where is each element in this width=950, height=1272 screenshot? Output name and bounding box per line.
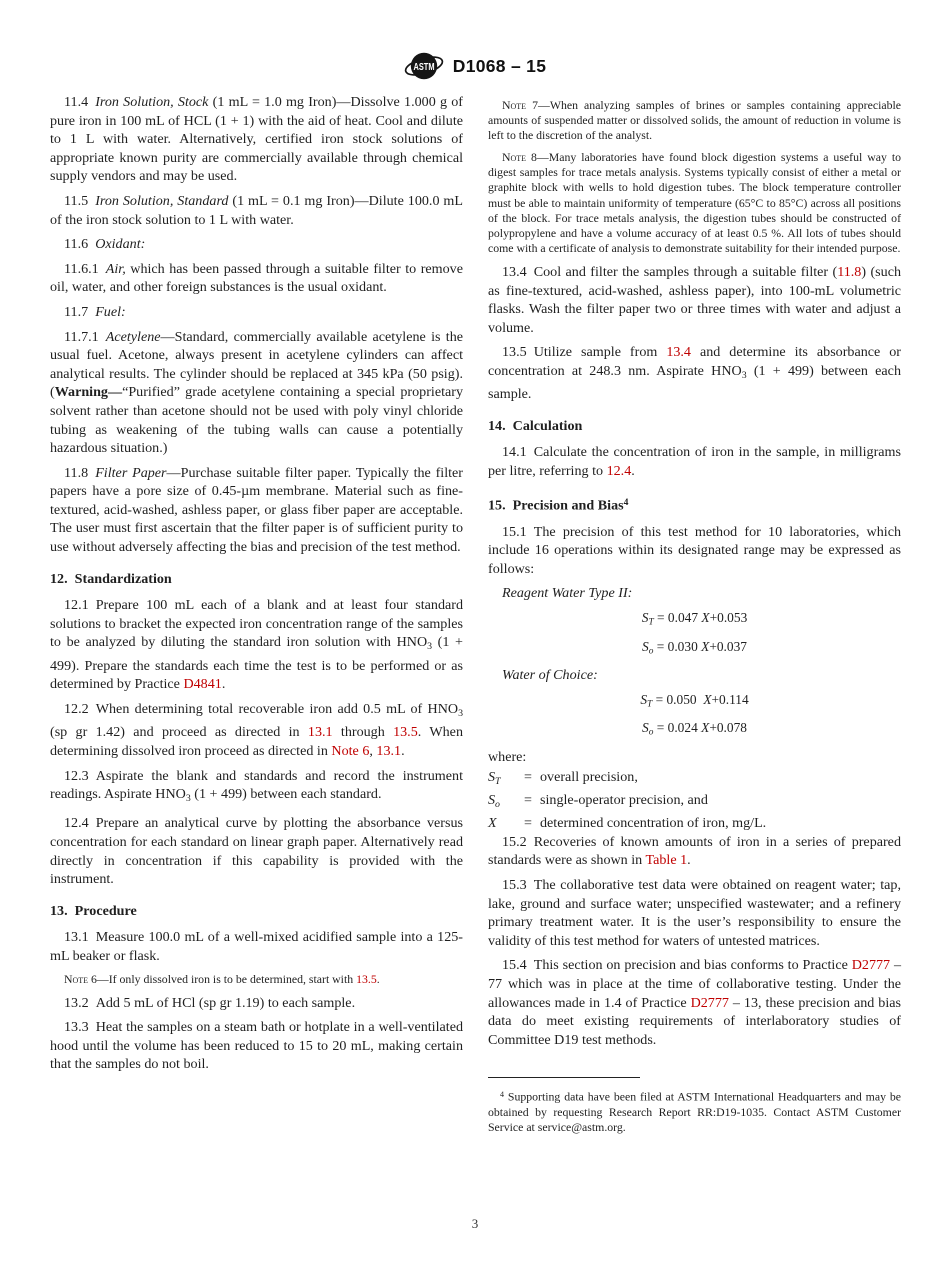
para-11-6-1 [50,260,463,297]
text-run: 12.3 Aspirate the blank and standards and record the instrument readings. Aspirate HNO [50,767,463,803]
astm-logo-icon [404,46,444,86]
para-12-1 [50,596,463,694]
footnote-4 [488,1087,901,1135]
text-run: 6—If only dissolved iron is to be determined, start with [88,971,357,986]
ref-link-11-8[interactable]: 11.8 [837,263,862,280]
text-run: and determine its absorbance or concentration at 248.3 nm. Aspirate HNO [488,344,901,379]
text-run: = 0.024 [653,720,702,736]
lead-reagent-water-type-ii [488,584,901,603]
text-run: Water of Choice: [502,667,598,684]
text-run: 11.4 [64,94,96,110]
text-run: S [640,691,648,707]
text-run: 12.4 Prepare an analytical curve by plotting the absorbance versus concentration for each standard on linear graph paper. Alternatively read directly in concentration if this capability is provided with the instrument. [50,815,463,888]
ref-link-table-1[interactable]: Table 1 [645,852,688,869]
para-14-1 [488,443,901,480]
right-column [488,93,901,1135]
text-run: S [488,791,496,808]
definition-text [540,814,901,833]
text-run: 11.6.1 [64,260,106,277]
para-13-1 [50,928,463,965]
definition-term [488,768,516,791]
text-run: o [648,646,654,657]
text-run: . [221,676,226,693]
text-run: X [701,638,710,654]
text-run: o [648,728,654,738]
equals-sign: = [524,791,532,808]
footnote-rule [488,1077,640,1078]
text-run: Note [64,971,89,986]
ref-link-13-5[interactable]: 13.5 [356,971,377,986]
left-column [50,93,463,1135]
definition-term [488,791,516,814]
text-run: . When determining dissolved iron proceed as directed in [50,724,463,759]
text-run: Note [502,150,527,165]
text-run: 3 [427,641,433,653]
para-11-6 [50,235,463,254]
text-run: (1 mL = 0.1 mg Iron)—Dilute 100.0 mL of the iron stock solution to 1 L with water. [50,192,463,228]
text-run: Supporting data have been filed at ASTM International Headquarters and may be obtained by requesting Research Report RR:D19-1035. Contact ASTM Customer Service at service@astm.org. [488,1090,901,1135]
text-run: 15.2 Recoveries of known amounts of iron in a series of prepared standards were as shown in [488,833,901,869]
para-13-4 [488,263,901,337]
definition-term [488,814,516,833]
text-run: which has been passed through a suitable filter to remove oil, water, and other foreign substances is the usual oxidant. [50,260,463,296]
text-run: 12.2 When determining total recoverable iron add 0.5 mL of HNO [64,700,459,717]
definition-so [488,791,901,814]
equation-st-choice [488,691,901,714]
text-run: X [488,815,497,832]
para-15-1 [488,523,901,579]
ref-link-note-6[interactable]: Note 6 [331,742,370,759]
text-run: where: [488,749,527,765]
text-run: Reagent Water Type II: [502,585,633,602]
text-run: —Standard, commercially available acetylene is the usual fuel. Acetone, always present in acetylene cylinders can affect analytical results. The cylinder should be replaced at 345 kPa (50 psig). ( [50,328,463,401]
text-run: through [332,724,394,741]
text-run: 13.3 Heat the samples on a steam bath or hotplate in a well-ventilated hood until the volume has been reduced to 15 to 20 mL, making certain that the samples do not boil. [50,1019,463,1073]
ref-link-d2777[interactable]: D2777 [690,994,729,1011]
lead-water-of-choice [488,666,901,685]
text-run: (1 mL = 1.0 mg Iron)—Dissolve 1.000 g of pure iron in 100 mL of HCL (1 + 1) with the aid of heat. Cool and dilute to 1 L with water. Alternatively, certified iron stock solutions of appropriate known purity are commercially available through chemical supply vendors and may be used. [50,94,464,185]
text-run: 13.5 Utilize sample from [502,344,667,361]
text-run: (1 + 499) between each standard. [190,786,382,803]
equation-st-reagent [488,609,901,632]
ref-link-13-1[interactable]: 13.1 [307,724,333,741]
text-run: S [642,638,649,654]
document-code: D1068 – 15 [452,55,547,76]
ref-link-12-4[interactable]: 12.4 [606,463,632,480]
text-run: . [401,742,405,759]
para-13-3 [50,1018,463,1074]
text-run: T [495,775,501,787]
where-label [488,748,901,767]
para-13-5 [488,343,901,404]
equation-so-choice [488,719,901,742]
heading-13-procedure [50,902,463,921]
text-run: +0.114 [711,691,749,707]
text-run: 13.2 Add 5 mL of HCl (sp gr 1.19) to each sample. [64,994,356,1011]
text-run: +0.037 [709,638,747,654]
para-11-4 [50,93,463,186]
text-run: Filter Paper [95,464,167,481]
text-run: 3 [458,707,463,719]
text-run: 4 [500,1090,505,1100]
text-run: 11.8 [64,464,96,481]
text-run: ) (such as fine-textured, acid-washed, ashless paper), into 100-mL volumetric flasks. Wash the filter paper two or three times with water and adjust a volume. [488,263,901,336]
text-run: overall precision, [540,768,638,785]
para-12-4 [50,814,463,888]
heading-12-standardization [50,570,463,589]
text-run: (1 + 499) between each sample. [488,362,901,403]
text-run: Air, [105,260,126,277]
text-run: , [369,742,377,759]
text-run: Warning— [54,384,123,401]
para-12-2 [50,700,463,761]
para-11-8 [50,464,463,557]
text-run: determined concentration of iron, mg/L. [540,815,767,832]
para-13-2 [50,994,463,1013]
text-run: = 0.050 [652,691,704,707]
text-run: o [495,798,500,810]
equation-so-reagent [488,638,901,661]
text-run: 7—When analyzing samples of brines or samples containing appreciable amounts of suspended matter or dissolved solids, the amount of reduction in volume is left to the discretion of the analyst. [488,98,901,143]
text-run: S [642,720,649,736]
ref-link-13-1[interactable]: 13.1 [376,742,402,759]
text-run: 14. Calculation [488,417,583,434]
para-15-4 [488,956,901,1049]
heading-15-precision-and-bias [488,494,901,515]
text-run: = 0.030 [653,638,702,654]
text-run: 11.7.1 [64,328,106,345]
text-run: 8—Many laboratories have found block digestion systems a useful way to digest samples for trace metals analysis. Systems typically consist of either a metal or graphite block with wells to hold digestion tubes. The block temperature controller must be able to maintain uniformity of temperature (65°C to 85°C) across all positions of the block. For trace metals analysis, the digestion tubes should be constructed of polypropylene and have a volume accuracy of at least 0.5 %. All lots of tubes should come with a certificate of analysis to demonstrate suitability for their intended purpose. [488,150,901,255]
note-8 [488,150,901,256]
text-run: —Purchase suitable filter paper. Typically the filter papers have a pore size of 0.45-µm membrane. Material such as fine-textured, acid-washed, ashless paper, or glass fiber paper are acceptable. The user must first ascertain that the filter paper is of sufficient purity to use without adversely affecting the bias and precision of the test method. [50,464,463,556]
svg-text:ASTM: ASTM [413,61,435,74]
para-15-2 [488,833,901,870]
two-column-body [50,93,902,1135]
text-run: 13. Procedure [50,902,137,919]
text-run: 14.1 Calculate the concentration of iron in the sample, in milligrams per litre, referring to [488,444,901,480]
page-header [0,46,950,86]
text-run: . [631,463,635,480]
page-number: 3 [471,1216,479,1231]
heading-14-calculation [488,417,901,436]
text-run: S [488,768,496,785]
text-run: Note [502,98,527,112]
text-run: . [376,971,380,986]
text-run: T [648,617,654,628]
para-11-7-1 [50,328,463,458]
text-run: X [703,691,712,707]
text-run: . [687,852,691,869]
text-run: (sp gr 1.42) and proceed as directed in [50,724,308,741]
text-run: – 77 which was in place at the time of collaborative testing. Under the allowances made in 1.4 of Practice [488,957,901,1011]
text-run: +0.053 [709,609,748,625]
text-run: – 13, these precision and bias data do meet existing requirements of interlaboratory studies of Committee D19 test methods. [488,994,901,1048]
definition-st [488,768,901,791]
text-run: 15.1 The precision of this test method for 10 laboratories, which include 16 operations within its designated range may be expressed as follows: [488,523,901,577]
para-15-3 [488,876,901,950]
text-run: S [641,609,649,625]
text-run: 15.4 This section on precision and bias conforms to Practice [502,957,852,974]
text-run: 11.7 [64,303,96,320]
text-run: T [647,699,653,710]
definition-text [540,768,901,791]
text-run: 12.1 Prepare 100 mL each of a blank and at least four standard solutions to bracket the expected iron concentration range of the samples to be analyzed by diluting the standard iron solution with HNO [50,597,463,651]
equals-sign: = [524,768,532,785]
text-run: +0.078 [709,720,747,736]
ref-link-d2777[interactable]: D2777 [851,957,891,974]
text-run: “Purified” grade acetylene containing a special proprietary solvent rather than acetone should not be used with poly vinyl chloride tubing as weakening of the tubing walls can cause a potentially hazardous situation.) [50,384,463,457]
para-11-5 [50,192,463,229]
text-run: Acetylene [105,328,161,345]
text-run: single-operator precision, and [540,791,708,808]
text-run: Iron Solution, Standard [95,192,229,209]
text-run: 12. Standardization [50,570,172,587]
ref-link-13-4[interactable]: 13.4 [666,344,691,361]
text-run: Oxidant: [95,236,146,253]
text-run: 13.4 Cool and filter the samples through a suitable filter ( [502,263,838,280]
text-run: 3 [185,792,191,804]
text-run: (1 + 499). Prepare the standards each time the test is to be performed or as determined by Practice [50,634,463,693]
ref-link-13-5[interactable]: 13.5 [393,724,418,741]
note-7 [488,98,901,143]
text-run: 15.3 The collaborative test data were obtained on reagent water; tap, lake, ground and surface water; unspecified wastewater; and a refinery primary treatment water. It is the user’s responsibility to ensure the validity of this test method for waters of untested matrices. [488,877,901,949]
text-run: 4 [623,496,629,508]
text-run: 3 [741,369,747,381]
text-run: 13.1 Measure 100.0 mL of a well-mixed acidified sample into a 125-mL beaker or flask. [50,929,463,964]
text-run: Iron Solution, Stock [95,94,209,110]
text-run: 11.5 [64,192,96,209]
equals-sign: = [524,815,532,832]
note-6 [50,972,463,987]
text-run: 15. Precision and Bias [488,496,624,513]
definition-text [540,791,901,814]
text-run: X [701,720,710,736]
definition-x [488,814,901,833]
ref-link-d4841[interactable]: D4841 [183,676,222,693]
para-12-3 [50,767,463,809]
text-run: = 0.047 [653,609,702,625]
text-run: X [701,609,710,625]
text-run: 11.6 [64,236,96,253]
para-11-7 [50,303,463,322]
text-run: Fuel: [95,303,126,320]
